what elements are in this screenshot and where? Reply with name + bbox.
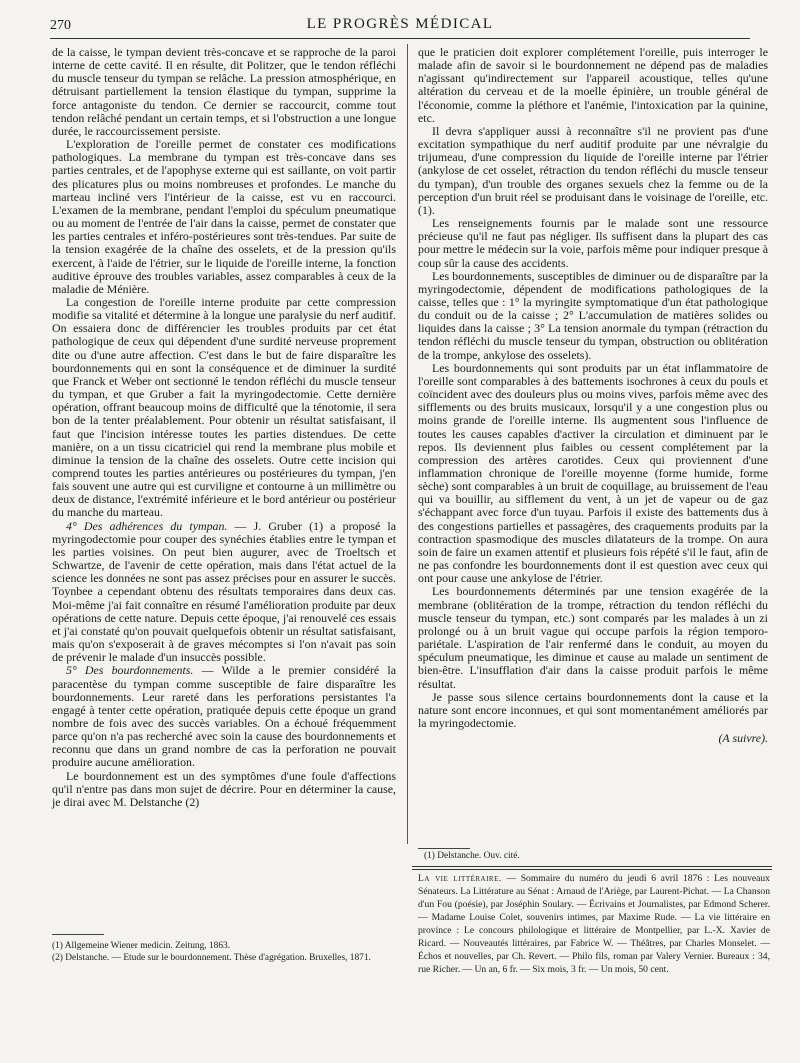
paragraph-text: de la caisse, le tympan devient très-concave et se rapproche de la paroi interne de cette cavité. Il en résulte, dit Politzer, que le tendon réfléchi du muscle tenseur du tympan se relâche. La pression atmosphérique, en détruisant partiellement la tension élastique du tympan, supprime la force antagoniste du tendon. Ce dernier se raccourcit, comme tout tendon relâché pendant un certain temps, et si l'obstruction a une longue durée, le raccourcissement persiste. <box>52 45 396 138</box>
paragraph <box>418 362 768 586</box>
paragraph-text: que le praticien doit explorer complétement l'oreille, puis interroger le malade afin de savoir si le bourdonnement ne dépend pas de maladies n'agissant qu'indirectement sur l'appareil acoustique, telles qu'une altération du cerveau et de la moelle épinière, un trouble général de l'économie, comme la pléthore et l'anémie, l'intoxication par la quinine, etc. <box>418 45 768 125</box>
page-number: 270 <box>50 18 71 33</box>
paragraph-text: L'exploration de l'oreille permet de constater ces modifications pathologiques. La membrane du tympan est très-concave dans ses parties centrales, et de l'apophyse externe qui est saillante, on voit partir des plicatures plus ou moins nombreuses et profondes. Le manche du marteau incliné vers l'intérieur de la caisse, est vu en raccourci. L'examen de la membrane, pendant l'emploi du spéculum pneumatique ou au moment de l'entrée de l'air dans la caisse, permet de constater que les parties centrales et inféro-postérieures sont très-tendues. Par suite de la tension exagérée de la chaîne des osselets, et de la pression qu'ils exercent, à l'aide de l'étrier, sur le liquide de l'oreille interne, la fonction auditive éprouve des troubles variables, assez comparables à ceux de la maladie de Ménière. <box>52 137 396 296</box>
paragraph-text: Les bourdonnements déterminés par une tension exagérée de la membrane (oblitération de la trompe, rétraction du tendon réfléchi du muscle tenseur du tympan, etc.) sont comparés par les malades à un zi prolongé ou à un bruit vague qui occupe parfois la région temporo-pariétale. L'aspiration de l'air renfermé dans le conduit, au moyen du spéculum pneumatique, les diminue et cause au malade un sentiment de bien-être. L'insufflation d'air dans la caisse produit parfois le même résultat. <box>418 584 768 691</box>
paragraph-text: Les renseignements fournis par le malade sont une ressource précieuse qu'il ne faut pas négliger. Ils suffisent dans la plupart des cas pour mettre le médecin sur la voie, parfois même pour indiquer presque à coup sûr la cause des accidents. <box>418 216 768 270</box>
paragraph <box>52 296 396 520</box>
paragraph-text: Je passe sous silence certains bourdonnements dont la cause et la nature sont encore inconnues, et qui sont momentanément améliorés par la myringodectomie. <box>418 689 768 730</box>
paragraph-text: La congestion de l'oreille interne produite par cette compression modifie sa vitalité et détermine à la longue une paralysie du nerf auditif. On essaiera donc de différencier les troubles produits par cet état pathologique de ceux qui dépendent d'une surdité nerveuse proprement dite ou d'une autre affection. C'est dans le but de faire disparaître les bourdonnements qui en sont la conséquence et de diminuer la surdité que Franck et Weber ont sectionné le tendon réfléchi du muscle tenseur du tympan, et que Gruber a fait la myringodectomie. Cette dernière opération, offrant beaucoup moins de difficulté que la ténotomie, il sera bon de la tenter préalablement. Pour obtenir un résultat satisfaisant, il faut que l'incision intéresse toutes les parties distendues. De cette manière, on a un tissu cicatriciel qui rend la membrane plus mobile et diminue la tension de la chaîne des osselets. Outre cette incision qui comprend toutes les parties antérieures ou postérieures du tympan, j'en fais souvent une autre qui est curviligne et contourne à un millimètre ou deux de distance, l'extrémité inférieure et le bord antérieur ou postérieur du manche du marteau. <box>52 294 396 520</box>
running-title: LE PROGRÈS MÉDICAL <box>306 16 494 32</box>
section-heading: 5° Des bourdonnements. <box>66 663 194 678</box>
footnote-rule-left <box>52 934 104 935</box>
paragraph <box>52 770 396 809</box>
footnote-right: (1) Delstanche. Ouv. cité. <box>424 851 520 861</box>
footnote-2: (2) Delstanche. — Etude sur le bourdonnement. Thèse d'agrégation. Bruxelles, 1871. <box>52 953 371 963</box>
column-divider <box>407 44 408 844</box>
footnotes-left <box>52 940 392 964</box>
paragraph-text: Les bourdonnements qui sont produits par un état inflammatoire de l'oreille sont comparables à des battements isochrones à ceux du pouls et coïncident avec des douleurs plus ou moins vives, parfois même avec des sifflements ou des bruits musicaux, lorsqu'il y a une congestion plus ou moins grande de l'oreille interne. Ils augmentent sous l'influence de toutes les causes capables d'activer la circulation et diminuent par le repos. Ils deviennent plus faibles ou cessent complétement par la compression des artères carotides. Ceux qui proviennent d'une inflammation chronique de l'oreille moyenne (forme humide, forme sèche) sont comparables à un bruit de coquillage, au bruissement de l'eau qui va bouillir, au sifflement du vent, à un jet de vapeur ou de gaz s'échappant avec force d'un tuyau. Parfois il existe des battements dus à des congestions partielles et passagères, des craquements produits par la contraction spasmodique des muscles dilatateurs de la trompe. On aura soin de faire un examen attentif et plusieurs fois répété s'il le faut, afin de ne pas confondre les bourdonnements dont il est question avec ceux qui ont pour cause une ankylose de l'étrier. <box>418 360 768 586</box>
paragraph <box>418 585 768 690</box>
paragraph <box>418 270 768 362</box>
paragraph <box>418 46 768 125</box>
page-header <box>50 14 750 36</box>
paragraph-text: — Wilde a le premier considéré la paracentèse du tympan comme susceptible de faire disparaître les bourdonnements. Leur rareté dans les perforations persistantes l'a engagé à tenter cette opération, pratiquée depuis cette époque un grand nombre de fois avec des succès variables. On a échoué fréquemment parce qu'on n'a pas recherché avec soin la cause des bourdonnements et reconnu que dans un grand nombre de cas la perforation ne pouvait produire aucune amélioration. <box>52 663 396 770</box>
notice-rule-top <box>412 866 772 867</box>
paragraph <box>52 664 396 769</box>
to-be-continued: (A suivre). <box>718 731 768 746</box>
literary-notice <box>418 872 770 976</box>
header-rule <box>50 38 750 39</box>
left-column <box>52 46 396 809</box>
notice-text: — Sommaire du numéro du jeudi 6 avril 1876 : Les nouveaux Sénateurs. La Littérature au Sénat : Arnaud de l'Ariège, par Laurent-Pichat. — La Chanson d'un Fou (poésie), par Joséphin Soulary. — Écrivains et Journalistes, par Edmond Scherer. — Madame Louise Colet, souvenirs intimes, par Maxime Rude. — La vie littéraire en province : Le concours philologique et littéraire de Montpellier, par L.-X. Xavier de Ricard. — Nouveautés littéraires, par Fabrice W. — Théâtres, par Charles Monselet. — Échos et nouvelles, par Ch. Revert. — Philo fils, roman par Valery Vernier. Bureaux : 34, rue Richer. — Un an, 6 fr. — Six mois, 3 fr. — Un mois, 50 cent. <box>418 873 770 975</box>
footnote-rule-right <box>418 848 470 849</box>
paragraph-text: Les bourdonnements, susceptibles de diminuer ou de disparaître par la myringodectomie, dépendent de modifications pathologiques de la caisse, telles que : 1° la myringite symptomatique d'un état pathologique du conduit ou de la caisse ; 2° L'accumulation de matières solides ou liquides dans la caisse ; 3° La tension anormale du tympan (rétraction du tendon réfléchi du muscle tenseur du tympan, obstruction ou oblitération de la trompe, ankylose des osselets). <box>418 268 768 362</box>
right-column <box>418 46 768 745</box>
paragraph-text: — J. Gruber (1) a proposé la myringodectomie pour couper des synéchies établies entre le tympan et les parties voisines. On peut bien augurer, avec de Troeltsch et Schwartze, de l'avenir de cette opération, mais dans l'état actuel de la science les données ne sont pas assez précises pour en assurer le succès. Toynbee a cependant obtenu des résultats temporaires dans deux cas. Moi-même j'ai fait connaître en résumé l'amélioration produite par deux opérations de cette nature. Depuis cette époque, j'ai renouvelé ces essais et j'ai constaté qu'on pouvait quelquefois obtenir un résultat satisfaisant, mais qu'on s'exposerait à de graves mécomptes si l'on n'avait pas soin de prévenir le malade d'un insuccès possible. <box>52 518 397 665</box>
notice-lead: La vie littéraire. <box>418 873 502 884</box>
paragraph-text: Le bourdonnement est un des symptômes d'une foule d'affections qu'il n'entre pas dans mon sujet de décrire. Pour en déterminer la cause, je dirai avec M. Delstanche (2) <box>52 768 396 809</box>
paragraph <box>52 138 396 296</box>
footnote-1: (1) Allgemeine Wiener medicin. Zeitung, 1863. <box>52 941 231 951</box>
notice-rule-top-2 <box>412 869 772 870</box>
paragraph <box>418 217 768 270</box>
paragraph <box>52 46 396 138</box>
paragraph <box>418 691 768 730</box>
paragraph <box>52 520 396 665</box>
paragraph <box>418 125 768 217</box>
section-heading: 4° Des adhérences du tympan. <box>66 518 228 533</box>
paragraph-text: Il devra s'appliquer aussi à reconnaître s'il ne provient pas d'une excitation sympathique du nerf auditif produite par une névralgie du trijumeau, d'une compression du liquide de l'oreille interne par l'étrier (ankylose de cet osselet, rétraction du tendon réfléchi du muscle tenseur du tympan), d'un trouble des organes sexuels chez la femme ou de la perception d'un bruit réel se produisant dans le voisinage de l'oreille, etc. (1). <box>418 123 768 217</box>
